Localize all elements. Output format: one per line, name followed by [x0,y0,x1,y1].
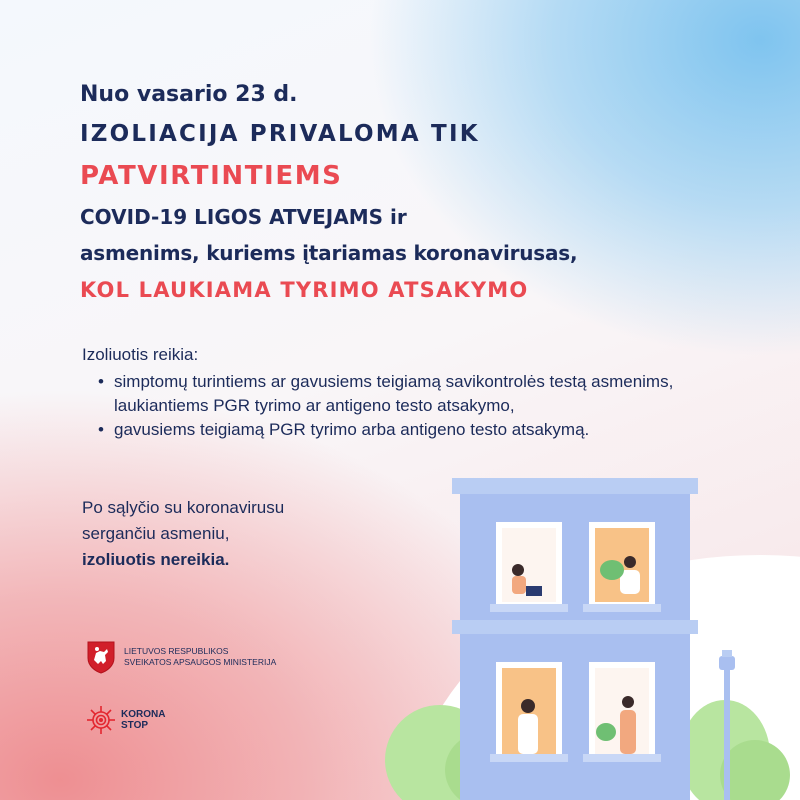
list-item [114,370,704,418]
korona-line-1: KORONA [121,709,166,720]
coat-of-arms-icon [86,640,116,674]
contact-line-2: sergančiu asmeniu, [82,524,230,543]
isolation-section [82,342,704,442]
isolation-intro: Izoliuotis reikia: [82,345,199,364]
headline-covid-cases: COVID-19 LIGOS ATVEJAMS ir [80,205,407,229]
ministry-logo [86,640,276,674]
headline-awaiting-result: KOL LAUKIAMA TYRIMO ATSAKYMO [80,278,529,302]
ministry-name-line-1: LIETUVOS RESPUBLIKOS [124,646,229,656]
headline-confirmed: PATVIRTINTIEMS [80,161,343,191]
headline-isolation-required: IZOLIACIJA PRIVALOMA TIK [80,121,480,147]
contact-section [82,495,284,573]
isolation-item-positive: gavusiems teigiamą PGR tyrimo arba antigeno testo atsakymą. [114,420,590,439]
headline-date: Nuo vasario 23 d. [80,82,298,107]
ministry-name-line-2: SVEIKATOS APSAUGOS MINISTERIJA [124,657,277,667]
headline-suspected: asmenims, kuriems įtariamas koronavirusas, [80,241,578,265]
korona-stop-logo [86,705,165,735]
isolation-list [82,370,704,442]
headline [80,80,760,310]
isolation-item-symptoms: simptomų turintiems ar gavusiems teigiamą savikontrolės testą asmenims, laukiantiems PGR tyrimo ar antigeno testo atsakymo, [114,372,674,415]
list-item [114,418,704,442]
bush-right [680,700,790,800]
contact-line-3: izoliuotis nereikia. [82,550,230,569]
korona-line-2: STOP [121,720,149,731]
building [452,478,698,800]
building-illustration [380,470,800,800]
virus-icon [86,705,116,735]
contact-line-1: Po sąlyčio su koronavirusu [82,498,285,517]
